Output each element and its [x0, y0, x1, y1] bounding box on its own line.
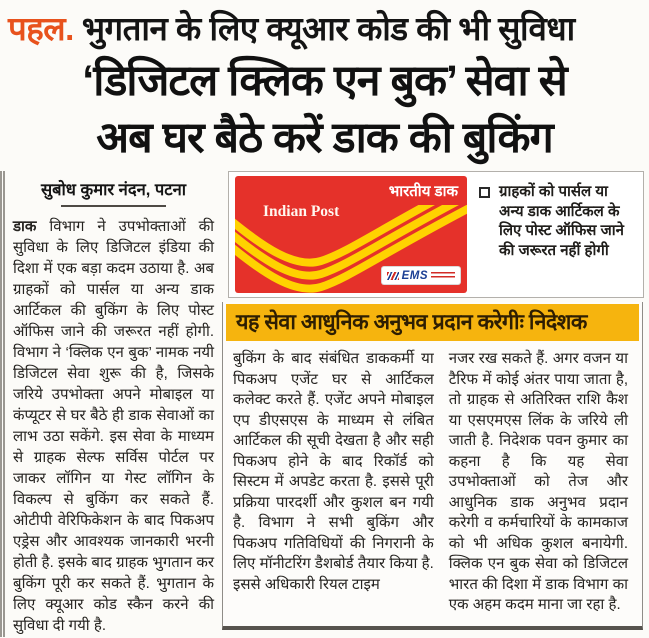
bullet-square-icon [479, 187, 490, 198]
ems-label: EMS [401, 269, 428, 282]
headline-line-1: ‘डिजिटल क्लिक एन बुक’ सेवा से [82, 57, 567, 105]
kicker-text: भुगतान के लिए क्यूआर कोड की भी सुविधा [81, 10, 575, 47]
logo-panel [228, 171, 644, 298]
headline-line-2: अब घर बैठे करें डाक की बुकिंग [96, 114, 553, 162]
ems-wing-icon [387, 272, 399, 280]
right-column-paragraph: नजर रख सकते हैं. अगर वजन या टैरिफ में कोई अंतर पाया जाता है, तो ग्राहक से अतिरिक्त राशि कैश या एसएमएस लिंक के जरिये ली जाती है. निदेशक पवन कुमार का कहना है कि यह सेवा उपभोक्ताओं को तेज और आधुनिक डाक अनुभव प्रदान करेगी व कर्मचारियों के कामकाज को भी अधिक कुशल बनायेगी. क्लिक एन बुक सेवा को डिजिटल भारत की दिशा में डाक विभाग का एक अहम कदम माना जा रहा है. [448, 350, 628, 613]
left-column [0, 171, 222, 637]
logo-hindi-name: भारतीय डाक [388, 183, 458, 200]
bullet-note-text: ग्राहकों को पार्सल या अन्य डाक आर्टिकल के लिए पोस्ट ऑफिस जाने की जरूरत नहीं होगी [499, 183, 624, 259]
india-post-logo [235, 176, 467, 293]
left-column-paragraph [13, 216, 214, 636]
kicker-label: पहल. [8, 10, 74, 47]
article-body [0, 171, 649, 637]
main-headline [0, 53, 649, 167]
body-columns [223, 345, 642, 626]
byline: सुबोध कुमार नंदन, पटना [40, 181, 187, 199]
left-column-text: विभाग ने उपभोक्ताओं की सुविधा के लिए डिजिटल इंडिया की दिशा में एक बड़ा कदम उठाया है. अब ग्राहकों को पार्सल या अन्य डाक आर्टिकल की बुकिंग के लिए पोस्ट ऑफिस जाने की जरूरत नहीं होगी. विभाग ने ‘क्लिक एन बुक’ नामक नयी डिजिटल सेवा शुरू की है, जिसके जरिये उपभोक्ता अपने मोबाइल या कंप्यूटर से घर बैठे ही डाक सेवाओं का लाभ उठा सकेंगे. इस सेवा के माध्यम से ग्राहक सेल्फ सर्विस पोर्टल पर जाकर लॉगिन या गेस्ट लॉगिन के विकल्प से बुकिंग कर सकते हैं. ओटीपी वेरिफिकेशन के बाद पिकअप एड्रेस और आवश्यक जानकारी भरनी होती है. इसके बाद ग्राहक भुगतान कर बुकिंग पूरी कर सकते हैं. भुगतान के लिए क्यूआर कोड स्कैन करने की सुविधा दी गयी है. [13, 218, 214, 634]
lead-word: डाक [13, 218, 37, 235]
right-section [222, 171, 649, 637]
ems-stripes-icon [431, 272, 455, 280]
middle-column-paragraph: बुकिंग के बाद संबंधित डाककर्मी या पिकअप एजेंट घर से आर्टिकल कलेक्ट करते हैं. एजेंट अपने मोबाइल एप डीएसएस के माध्यम से लंबित आर्टिकल की सूची देखता है और सही पिकअप होने के बाद रिकॉर्ड को सिस्टम में अपडेट करता है. इससे पूरी प्रक्रिया पारदर्शी और कुशल बन गयी है. विभाग ने सभी बुकिंग और पिकअप गतिविधियों की निगरानी के लिए मॉनीटरिंग डैशबोर्ड तैयार किया है. इससे अधिकारी रियल टाइम [233, 350, 434, 593]
lower-article-box [222, 302, 643, 630]
byline-divider [61, 205, 166, 207]
ems-badge [382, 267, 460, 284]
highlight-subheadline: यह सेवा आधुनिक अनुभव प्रदान करेगीः निदेशक [226, 304, 639, 341]
logo-english-name: Indian Post [263, 203, 340, 220]
kicker-headline [0, 0, 649, 52]
bullet-note [467, 176, 637, 293]
